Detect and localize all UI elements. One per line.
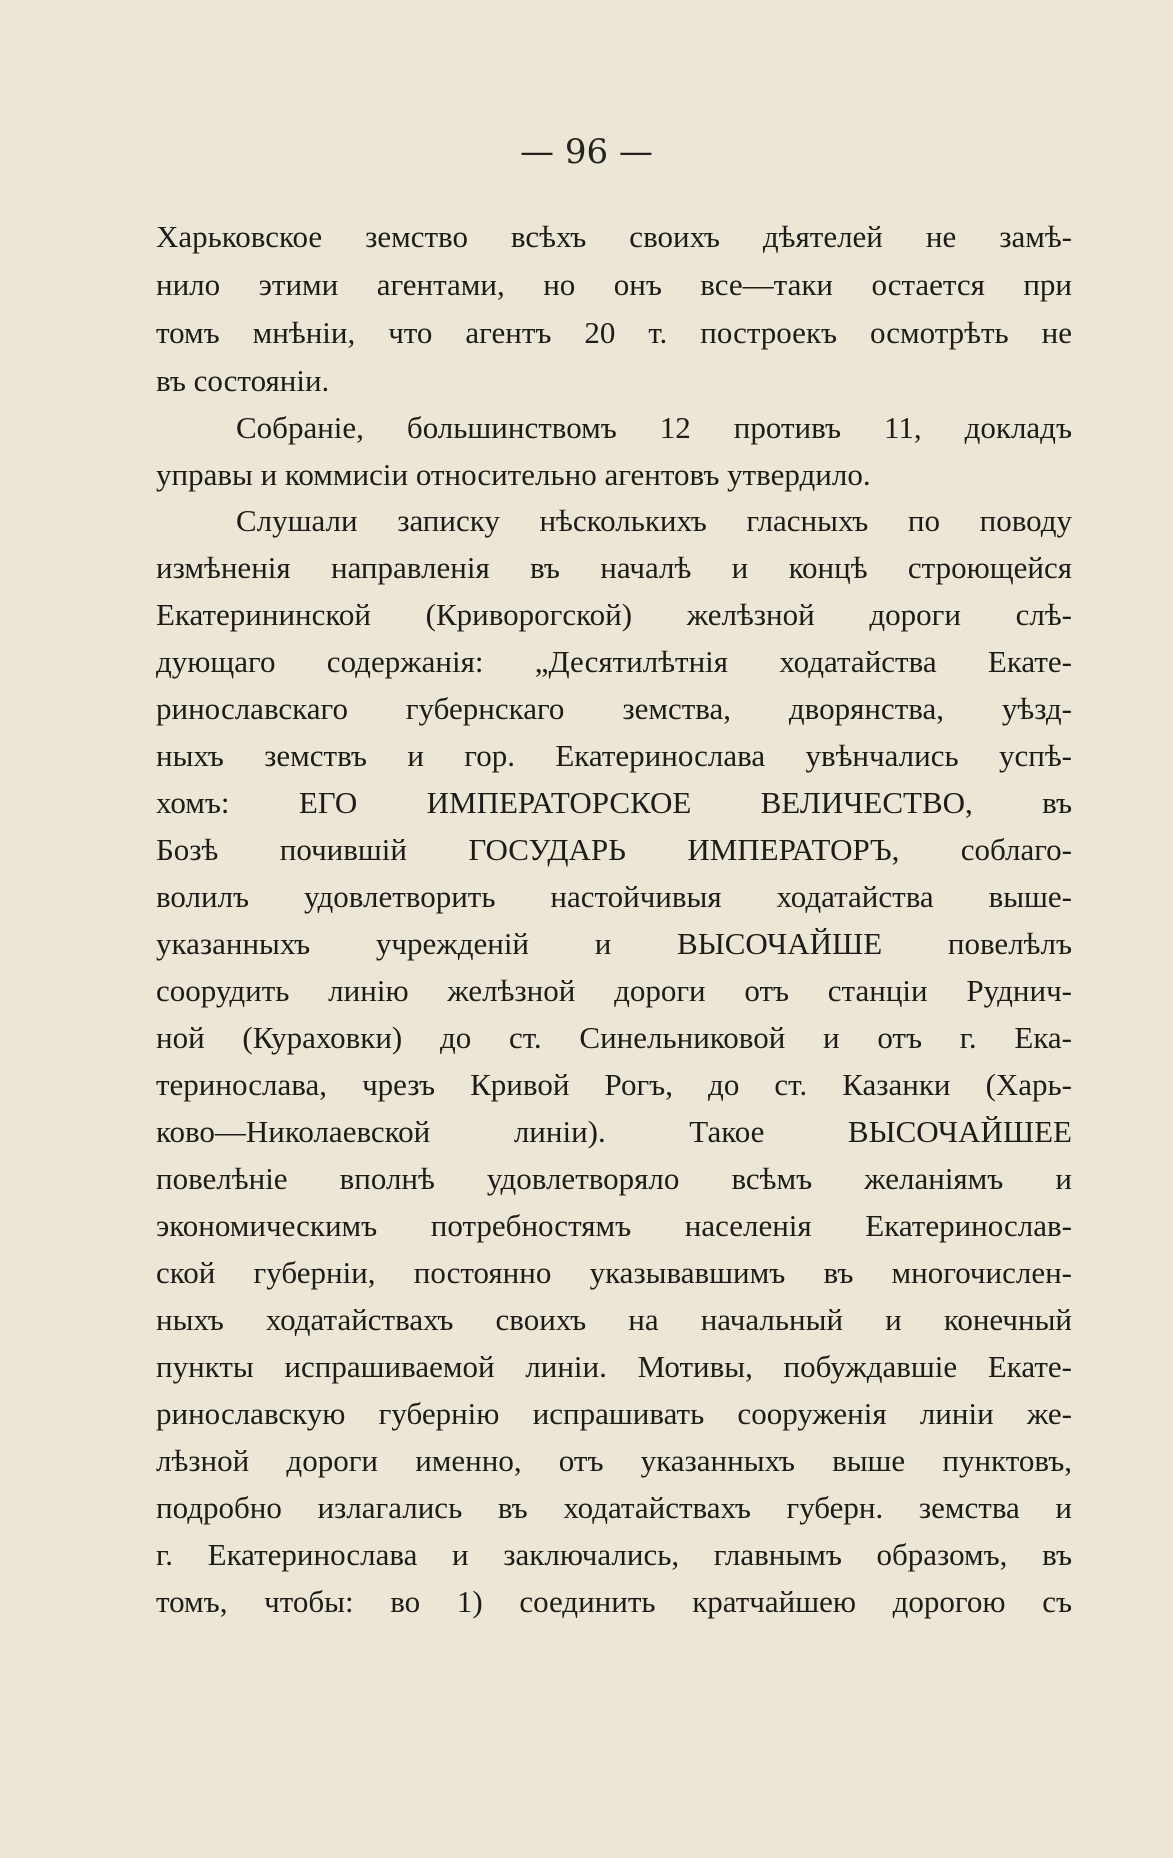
text-line: указанныхъ учрежденій и ВЫСОЧАЙШЕ повелѣлъ <box>156 926 1072 961</box>
page-number: — 96 — <box>520 132 653 172</box>
text-line: пункты испрашиваемой линіи. Мотивы, побуждавшіе Екате- <box>156 1349 1072 1384</box>
text-line: ской губерніи, постоянно указывавшимъ въ многочислен- <box>156 1255 1072 1290</box>
text-line: экономическимъ потребностямъ населенія Екатеринослав- <box>156 1208 1072 1243</box>
text-line: повелѣніе вполнѣ удовлетворяло всѣмъ желаніямъ и <box>156 1161 1072 1196</box>
text-line: ринославскаго губернскаго земства, дворянства, уѣзд- <box>156 691 1072 726</box>
text-line: Бозѣ почившій ГОСУДАРЬ ИМПЕРАТОРЪ, соблаго- <box>156 832 1072 867</box>
text-line: соорудить линію желѣзной дороги отъ станціи Руднич- <box>156 973 1072 1008</box>
text-line: хомъ: ЕГО ИМПЕРАТОРСКОЕ ВЕЛИЧЕСТВО, въ <box>156 785 1072 820</box>
text-line: нило этими агентами, но онъ все—таки остается при <box>156 267 1072 302</box>
text-line: Собраніе, большинствомъ 12 противъ 11, докладъ <box>236 410 1072 445</box>
text-line: ринославскую губернію испрашивать сооруженія линіи же- <box>156 1396 1072 1431</box>
text-line: теринослава, чрезъ Кривой Рогъ, до ст. Казанки (Харь- <box>156 1067 1072 1102</box>
text-line: лѣзной дороги именно, отъ указанныхъ выше пунктовъ, <box>156 1443 1072 1478</box>
text-line: подробно излагались въ ходатайствахъ губерн. земства и <box>156 1490 1072 1525</box>
text-line: ково—Николаевской линіи). Такое ВЫСОЧАЙШЕЕ <box>156 1114 1072 1149</box>
text-line: измѣненія направленія въ началѣ и концѣ строющейся <box>156 550 1072 585</box>
text-line: ныхъ ходатайствахъ своихъ на начальный и конечный <box>156 1302 1072 1337</box>
text-line: томъ, чтобы: во 1) соединить кратчайшею дорогою съ <box>156 1584 1072 1619</box>
text-line: Екатерининской (Криворогской) желѣзной дороги слѣ- <box>156 597 1072 632</box>
text-line: ной (Кураховки) до ст. Синельниковой и отъ г. Ека- <box>156 1020 1072 1055</box>
text-line: Харьковское земство всѣхъ своихъ дѣятелей не замѣ- <box>156 219 1072 254</box>
text-line: ныхъ земствъ и гор. Екатеринослава увѣнчались успѣ- <box>156 738 1072 773</box>
text-line: г. Екатеринослава и заключались, главнымъ образомъ, въ <box>156 1537 1072 1572</box>
text-line: въ состояніи. <box>156 363 330 398</box>
text-line: Слушали записку нѣсколькихъ гласныхъ по поводу <box>236 503 1072 538</box>
text-line: томъ мнѣніи, что агентъ 20 т. построекъ осмотрѣть не <box>156 315 1072 350</box>
text-line: управы и коммисіи относительно агентовъ утвердило. <box>156 457 871 492</box>
text-line: дующаго содержанія: „Десятилѣтнія ходатайства Екате- <box>156 644 1072 679</box>
text-line: волилъ удовлетворить настойчивыя ходатайства выше- <box>156 879 1072 914</box>
